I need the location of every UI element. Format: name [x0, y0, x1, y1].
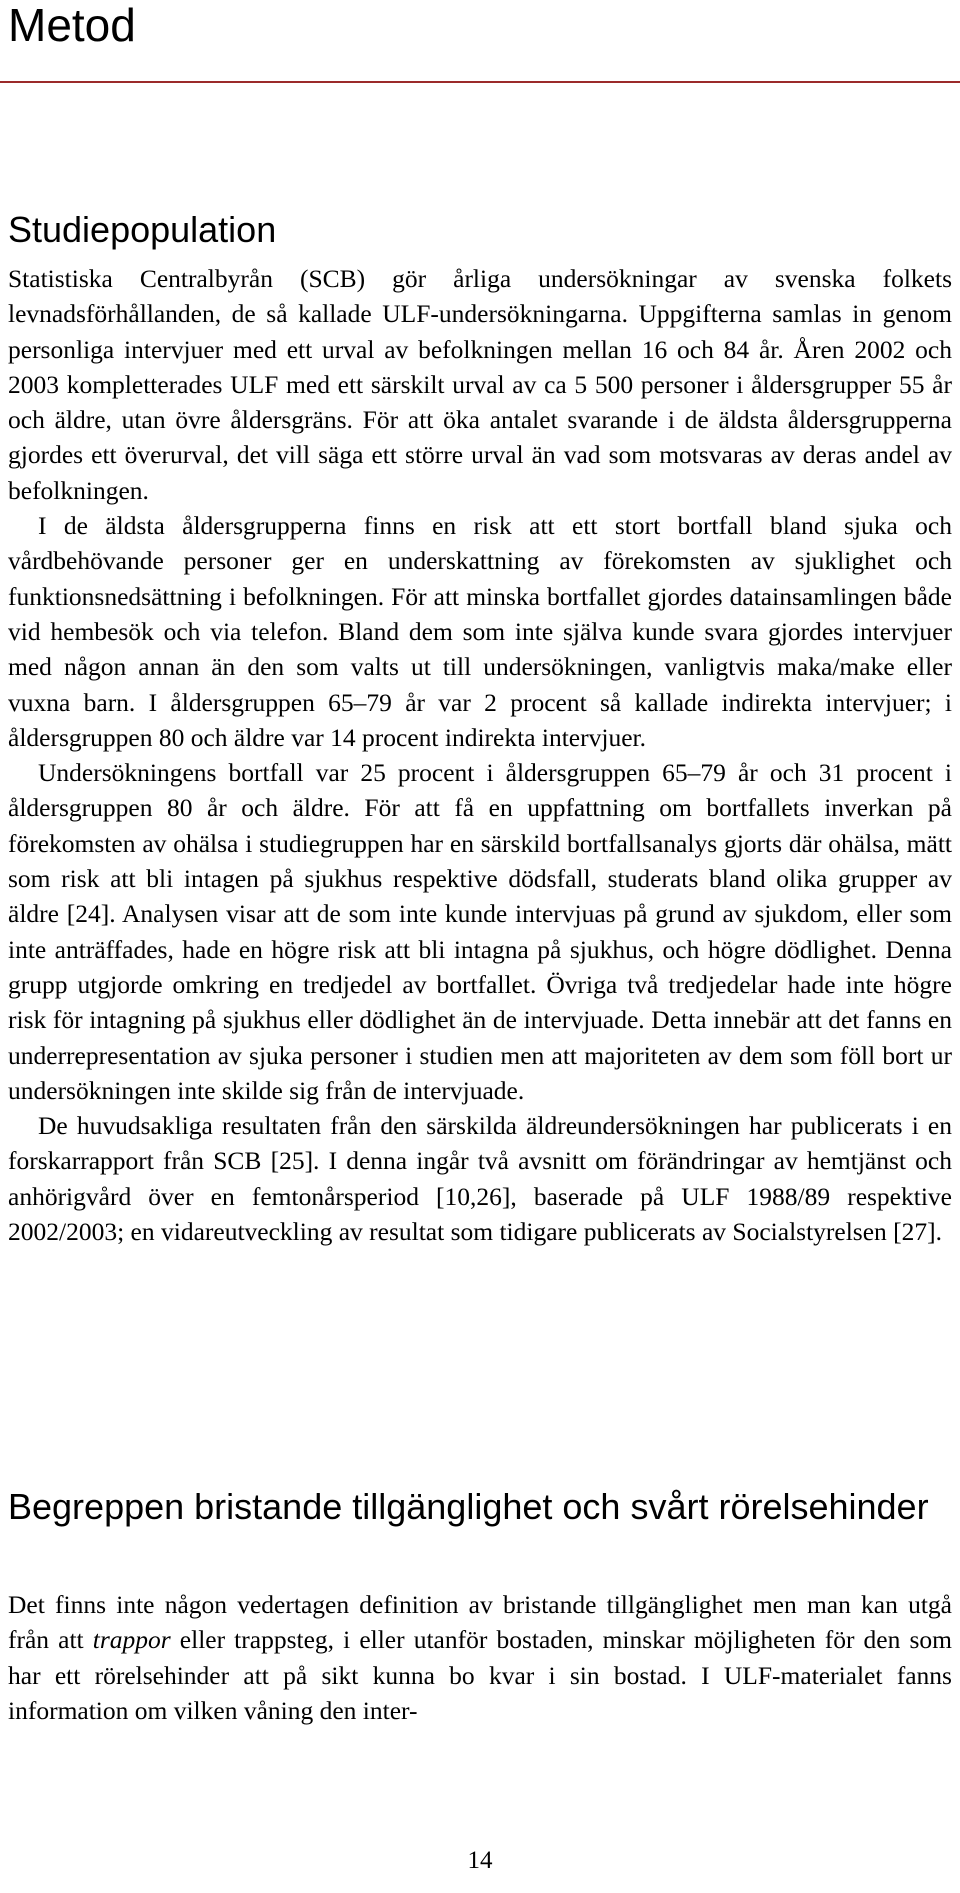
paragraph-text: eller trappsteg, i eller utanför bostaden, minskar möjligheten för den som har ett rörelsehinder att på sikt kunna bo kvar i sin bostad. I ULF-materialet fanns information om vilken våning den inter-	[8, 1625, 952, 1725]
section-body-studiepopulation	[8, 261, 952, 1249]
paragraph: Statistiska Centralbyrån (SCB) gör årliga undersökningar av svenska folkets levnadsförhållanden, de så kallade ULF-undersökningarna. Uppgifterna samlas in genom personliga intervjuer med ett urval av befolkningen mellan 16 och 84 år. Åren 2002 och 2003 kompletterades ULF med ett särskilt urval av ca 5 500 personer i åldersgrupper 55 år och äldre, utan övre åldersgräns. För att öka antalet svarande i de äldsta åldersgrupperna gjordes ett överurval, det vill säga ett större urval än vad som motsvaras av deras andel av befolkningen.	[8, 264, 952, 505]
paragraph: Undersökningens bortfall var 25 procent i åldersgruppen 65–79 år och 31 procent i åldersgruppen 80 år och äldre. För att få en uppfattning om bortfallets inverkan på förekomsten av ohälsa i studiegruppen har en särskild bortfallsanalys gjorts där ohälsa, mätt som risk att bli intagen på sjukhus respektive dödsfall, studerats bland olika grupper av äldre [24]. Analysen visar att de som inte kunde intervjuas på grund av sjukdom, eller som inte anträffades, hade en högre risk att bli intagna på sjukhus, och högre dödlighet. Denna grupp utgjorde omkring en tredjedel av bortfallet. Övriga två tredjedelar hade inte högre risk för intagning på sjukhus eller dödlighet än de intervjuade. Detta innebär att det fanns en underrepresentation av sjuka personer i studien men att majoriteten av dem som föll bort ur undersökningen inte skilde sig från de intervjuade.	[8, 758, 952, 1105]
paragraph-text: Det finns inte någon vedertagen definition av bristande tillgänglighet men man kan utgå från att	[8, 1590, 952, 1655]
paragraph: I de äldsta åldersgrupperna finns en risk att ett stort bortfall bland sjuka och vårdbehövande personer ger en underskattning av förekomsten av sjuklighet och funktionsnedsättning i befolkningen. För att minska bortfallet gjordes datainsamlingen både vid hembesök och via telefon. Bland dem som inte själva kunde svara gjordes intervjuer med någon annan än den som valts ut till undersökningen, vanligtvis maka/make eller vuxna barn. I åldersgruppen 65–79 år var 2 procent så kallade indirekta intervjuer; i åldersgruppen 80 och äldre var 14 procent indirekta intervjuer.	[8, 511, 952, 752]
section-body-tillganglighet	[8, 1587, 952, 1728]
paragraph	[8, 1587, 952, 1728]
chapter-title: Metod	[8, 0, 136, 51]
emphasized-term: trappor	[92, 1625, 171, 1655]
page-number: 14	[467, 1847, 493, 1874]
chapter-divider	[0, 81, 960, 83]
paragraph: De huvudsakliga resultaten från den särskilda äldreundersökningen har publicerats i en forskarrapport från SCB [25]. I denna ingår två avsnitt om förändringar av hemtjänst och anhörigvård över en femtonårsperiod [10,26], baserade på ULF 1988/89 respektive 2002/2003; en vidareutveckling av resultat som tidigare publicerats av Socialstyrelsen [27].	[8, 1111, 952, 1247]
section-title-tillganglighet: Begreppen bristande tillgänglighet och svårt rörelsehinder	[8, 1486, 929, 1527]
section-title-studiepopulation: Studiepopulation	[8, 209, 277, 250]
